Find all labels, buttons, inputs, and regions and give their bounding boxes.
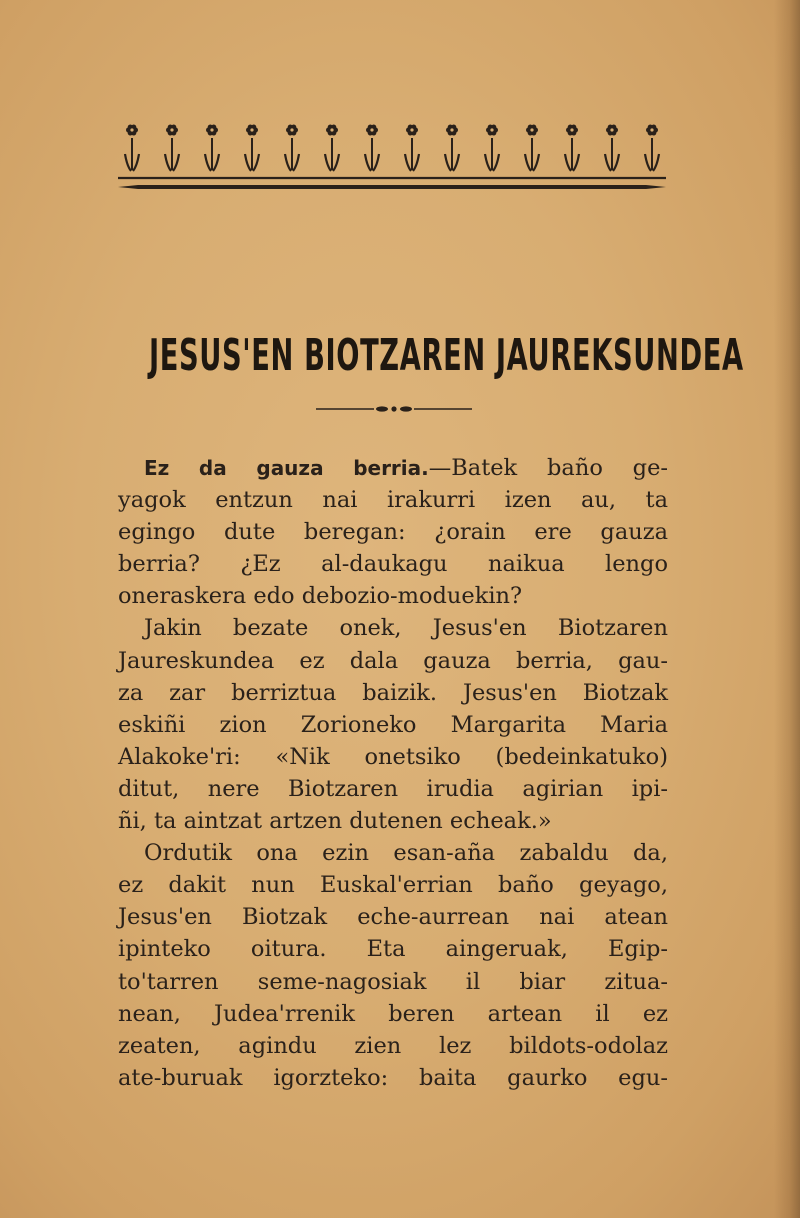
flower-icon (365, 124, 379, 171)
text-line: oneraskera edo debozio-moduekin? (118, 583, 523, 610)
lead-phrase: Ez da gauza berria. (144, 456, 429, 480)
text-line: Jesus'en Biotzak eche-aurrean nai atean (118, 904, 668, 931)
text-line: ez dakit nun Euskal'errian baño geyago, (118, 872, 668, 899)
text-line: Alakoke'ri: «Nik onetsiko (bedeinkatuko) (118, 743, 668, 770)
flower-icon (165, 124, 179, 171)
text-line: eskiñi zion Zorioneko Margarita Maria (118, 711, 668, 738)
text-line: nean, Judea'rrenik beren artean il ez (118, 1000, 668, 1027)
flower-icon (605, 124, 619, 171)
flower-icon (645, 124, 659, 171)
flower-icon (125, 124, 139, 171)
text-line: ipinteko oitura. Eta aingeruak, Egip- (118, 936, 668, 963)
flower-icon (325, 124, 339, 171)
text-line: ñi, ta aintzat artzen dutenen echeak.» (118, 808, 552, 835)
flower-icon (485, 124, 499, 171)
text-line: zeaten, agindu zien lez bildots-odolaz (118, 1032, 668, 1059)
flower-icon (445, 124, 459, 171)
text-line: ditut, nere Biotzaren irudia agirian ipi- (118, 775, 668, 802)
flower-icon (565, 124, 579, 171)
text-line: za zar berriztua baizik. Jesus'en Biotzak (118, 679, 668, 706)
text-line: Jakin bezate onek, Jesus'en Biotzaren (144, 615, 668, 642)
flower-border-icon (118, 118, 666, 200)
text-line: Ordutik ona ezin esan-aña zabaldu da, (144, 840, 668, 867)
text-line: to'tarren seme-nagosiak il biar zitua- (118, 968, 668, 995)
flower-icon (525, 124, 539, 171)
title-divider (316, 402, 472, 416)
page-edge-shadow (774, 0, 800, 1218)
flower-border-ornament (118, 118, 666, 200)
flower-icon (405, 124, 419, 171)
text-line: Jaureskundea ez dala gauza berria, gau- (118, 647, 668, 674)
body-text (118, 452, 668, 1094)
flower-icon (245, 124, 259, 171)
page-title: JESUS'EN BIOTZAREN JAUREKSUNDEA (148, 330, 744, 381)
flower-icon (205, 124, 219, 171)
flower-icon (285, 124, 299, 171)
ornament-rule (118, 185, 666, 189)
text-line (118, 452, 668, 484)
text-line-rest: —Batek baño ge- (428, 455, 669, 481)
text-line: yagok entzun nai irakurri izen au, ta (118, 487, 668, 514)
text-line: egingo dute beregan: ¿orain ere gauza (118, 519, 668, 546)
text-line: berria? ¿Ez al-daukagu naikua lengo (118, 551, 668, 578)
text-line: ate-buruak igorzteko: baita gaurko egu- (118, 1064, 668, 1091)
